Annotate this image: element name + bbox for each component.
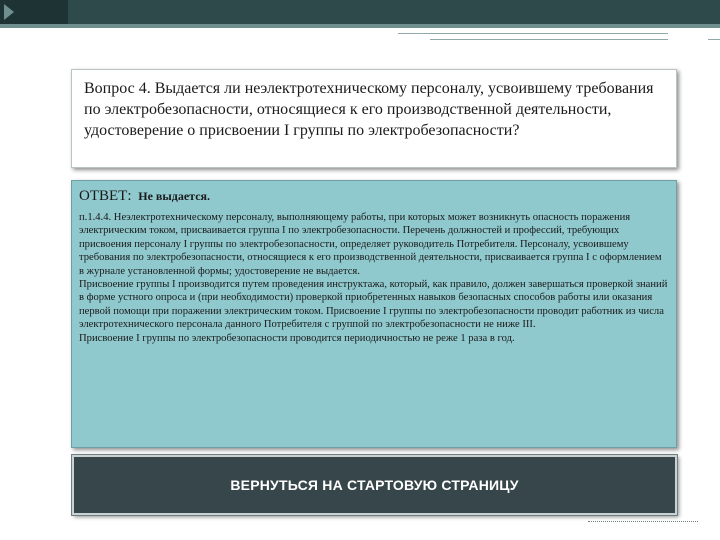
footer-link-mark bbox=[588, 519, 698, 522]
answer-label: ОТВЕТ: bbox=[79, 188, 132, 204]
answer-paragraph: Присвоение I группы по электробезопасности проводится периодичностью не реже 1 раза в год. bbox=[79, 332, 515, 344]
answer-heading bbox=[79, 185, 668, 207]
answer-paragraph: п.1.4.4. Неэлектротехническому персоналу, выполняющему работы, при которых может возникнуть опасность поражения электрическим током, присваивается группа I по электробезопасности. Перечень должностей и профессий, требующих присвоения персоналу I группы по электробезопасности, определяет руководитель Потребителя. Персоналу, усвоившему требования по электробезопасности, относящиеся к его производственной деятельности, присваивается группа I с оформлением в журнале установленной формы; удостоверение не выдается. bbox=[79, 212, 662, 277]
header-band bbox=[0, 0, 720, 24]
header-decor-line bbox=[398, 33, 668, 34]
return-to-start-button[interactable] bbox=[72, 455, 677, 515]
return-to-start-label: ВЕРНУТЬСЯ НА СТАРТОВУЮ СТРАНИЦУ bbox=[230, 477, 519, 493]
answer-paragraph: Присвоение группы I производится путем проведения инструктажа, который, как правило, должен завершаться проверкой знаний в форме устного опроса и (при необходимости) проверкой приобретенных навыков безопасных способов работы или оказания первой помощи при поражении электрическим током. Присвоение I группы по электробезопасности проводит работник из числа электротехнического персонала данного Потребителя с группой по электробезопасности не ниже III. bbox=[79, 279, 668, 331]
header-decor-line bbox=[430, 39, 668, 40]
header-accent-stripe bbox=[0, 24, 720, 28]
question-text: Вопрос 4. Выдается ли неэлектротехническому персоналу, усвоившему требования по электробезопасности, относящиеся к его производственной деятельности, удостоверение о присвоении I группы по электробезопасности? bbox=[84, 80, 654, 139]
answer-box bbox=[71, 180, 677, 448]
answer-value: Не выдается. bbox=[138, 189, 211, 203]
question-box bbox=[71, 69, 677, 168]
header-decor-line bbox=[708, 39, 720, 40]
corner-arrow-icon bbox=[4, 4, 14, 20]
